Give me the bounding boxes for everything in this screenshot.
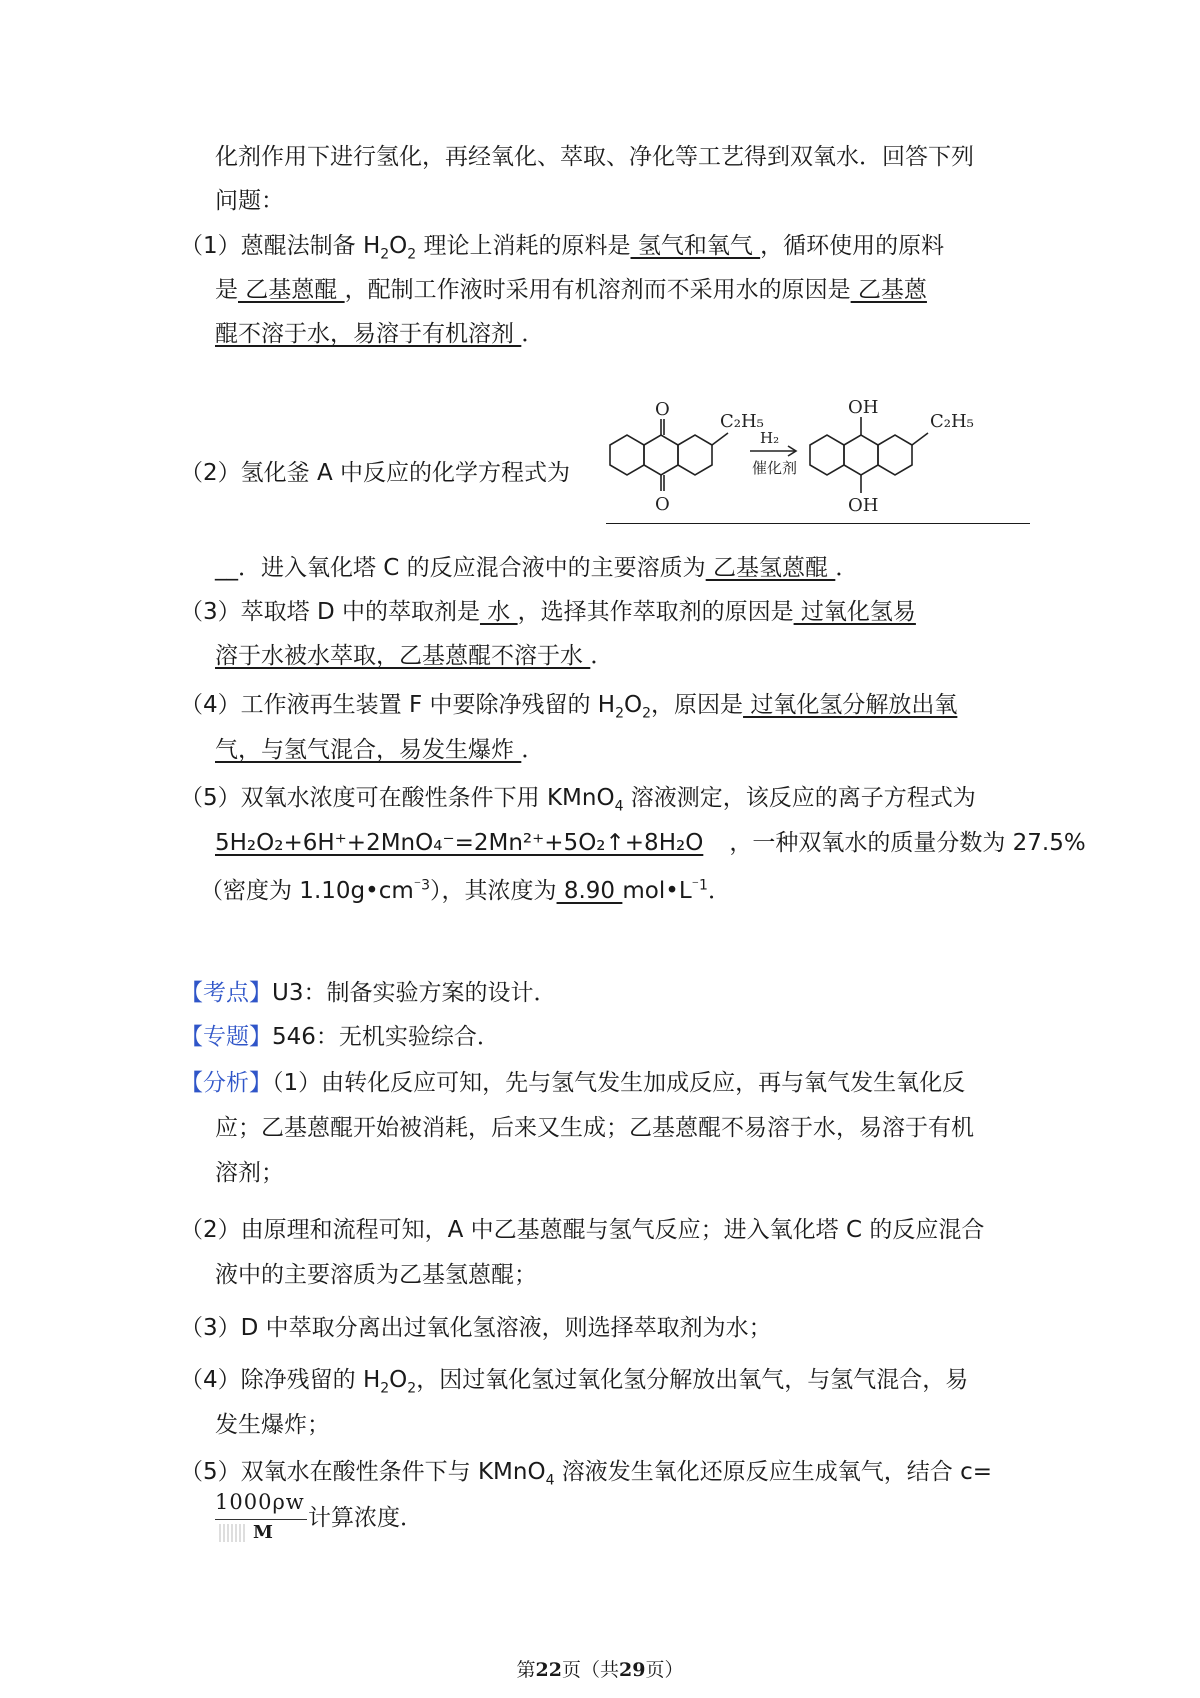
zhuanti-tag: 【专题】 (180, 1024, 272, 1050)
arrow-top-label: H₂ (760, 429, 780, 447)
question-1-cont: 是 乙基蒽醌 ，配制工作液时采用有机溶剂而不采用水的原因是 乙基蒽 (215, 277, 927, 303)
text-line: 问题： (215, 188, 284, 214)
text-line: 化剂作用下进行氢化，再经氧化、萃取、净化等工艺得到双氧水．回答下列 (215, 144, 974, 170)
analysis-line: 溶剂； (215, 1160, 284, 1186)
answer-blank: 乙基氢蒽醌 (705, 555, 836, 581)
zhuanti-line: 【专题】546：无机实验综合． (180, 1024, 500, 1050)
formula-denominator: M (253, 1522, 273, 1543)
fraction-bar (215, 1519, 307, 1520)
question-5-cont: 5H₂O₂+6H⁺+2MnO₄⁻=2Mn²⁺+5O₂↑+8H₂O ，一种双氧水的质量分数为 27.5% (215, 830, 1086, 856)
answer-blank: 乙基蒽醌 (238, 277, 345, 303)
question-2: （2）氢化釜 A 中反应的化学方程式为 (180, 460, 570, 486)
answer-blank: 气，与氢气混合，易发生爆炸 (215, 737, 522, 763)
reactant-substituent-label: C₂H₅ (720, 411, 764, 432)
question-1: （1）蒽醌法制备 $H_2O_2$ 理论上消耗的原料是 氢气和氧气 ，循环使用的原料 (180, 233, 945, 263)
page-footer: 第22页（共29页） (516, 1659, 684, 1681)
answer-blank: 5H₂O₂+6H⁺+2MnO₄⁻=2Mn²⁺+5O₂↑+8H₂O (215, 830, 704, 856)
concentration-formula (215, 1490, 307, 1550)
kaodian-tag: 【考点】 (180, 980, 272, 1006)
product-substituent-label: C₂H₅ (930, 411, 974, 432)
page-number: 22 (535, 1659, 562, 1681)
kaodian-line: 【考点】U3：制备实验方案的设计． (180, 980, 557, 1006)
question-1-cont: 醌不溶于水，易溶于有机溶剂 ． (215, 321, 545, 347)
answer-blank: 过氧化氢分解放出氧 (743, 692, 958, 718)
answer-blank: 溶于水被水萃取，乙基蒽醌不溶于水 (215, 643, 591, 669)
question-4-cont: 气，与氢气混合，易发生爆炸 ． (215, 737, 545, 763)
answer-blank: 乙基蒽 (850, 277, 927, 303)
analysis-line: （5）双氧水在酸性条件下与 KMnO$_4$ 溶液发生氧化还原反应生成氧气，结合 c= (180, 1459, 993, 1489)
arrow-bottom-label: 催化剂 (752, 459, 798, 477)
question-2-cont: __．进入氧化塔 C 的反应混合液中的主要溶质为 乙基氢蒽醌 ． (215, 555, 859, 581)
answer-blank: 8.90 (556, 878, 623, 904)
fenxi-line: 【分析】（1）由转化反应可知，先与氢气发生加成反应，再与氧气发生氧化反 (180, 1070, 966, 1096)
analysis-line: （4）除净残留的 $H_2O_2$，因过氧化氢过氧化氢分解放出氧气，与氢气混合，易 (180, 1367, 969, 1397)
analysis-line: （2）由原理和流程可知，A 中乙基蒽醌与氢气反应；进入氧化塔 C 的反应混合 (180, 1217, 985, 1243)
answer-blank: 过氧化氢易 (793, 599, 916, 625)
question-3: （3）萃取塔 D 中的萃取剂是 水 ，选择其作萃取剂的原因是 过氧化氢易 (180, 599, 916, 625)
fenxi-tag: 【分析】 (180, 1070, 272, 1096)
question-5: （5）双氧水浓度可在酸性条件下用 KMnO$_4$ 溶液测定，该反应的离子方程式为 (180, 785, 976, 815)
analysis-line: 发生爆炸； (215, 1412, 330, 1438)
analysis-line: （3）D 中萃取分离出过氧化氢溶液，则选择萃取剂为水； (180, 1315, 772, 1341)
analysis-line: 计算浓度． (308, 1505, 423, 1531)
question-5-cont: （密度为 $1.10g•cm^{^-3}$），其浓度为 8.90 $mol•L^{^-1}$． (200, 877, 731, 904)
scan-artifact (219, 1524, 245, 1542)
answer-blank: 水 (479, 599, 518, 625)
reactant-top-label: O (655, 399, 670, 420)
formula-numerator: 1000ρw (215, 1490, 305, 1514)
answer-blank: 醌不溶于水，易溶于有机溶剂 (215, 321, 522, 347)
question-4: （4）工作液再生装置 F 中要除净残留的 $H_2O_2$，原因是 过氧化氢分解放出氧 (180, 692, 958, 722)
product-top-label: OH (848, 397, 879, 418)
reactant-bottom-label: O (655, 494, 670, 515)
analysis-line: 液中的主要溶质为乙基氢蒽醌； (215, 1262, 537, 1288)
product-bottom-label: OH (848, 495, 879, 516)
answer-underline (606, 523, 1030, 524)
question-3-cont: 溶于水被水萃取，乙基蒽醌不溶于水 ． (215, 643, 614, 669)
analysis-line: 应；乙基蒽醌开始被消耗，后来又生成；乙基蒽醌不易溶于水，易溶于有机 (215, 1115, 974, 1141)
page-total: 29 (619, 1659, 646, 1681)
answer-blank: 氢气和氧气 (630, 233, 761, 259)
